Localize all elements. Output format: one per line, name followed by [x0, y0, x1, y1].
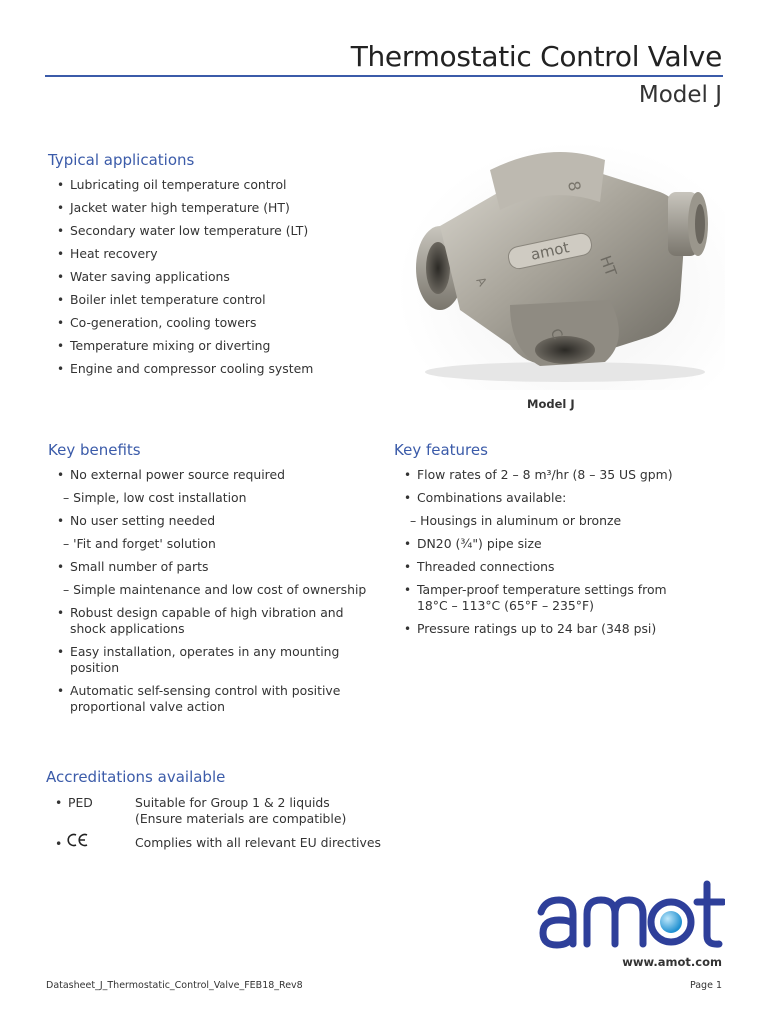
ce-mark-icon	[67, 833, 89, 847]
list-item: • DN20 (¾") pipe size	[393, 536, 728, 552]
ce-description: Complies with all relevant EU directives	[135, 835, 381, 850]
list-item: • Flow rates of 2 – 8 m³/hr (8 – 35 US gpm)	[393, 467, 728, 483]
page-subtitle: Model J	[638, 82, 722, 108]
list-item: • Engine and compressor cooling system	[46, 361, 386, 377]
list-item: • Combinations available:	[393, 490, 728, 506]
list-item: • Water saving applications	[46, 269, 386, 285]
list-item: • Lubricating oil temperature control	[46, 177, 386, 193]
list-item: • No external power source required	[46, 467, 391, 483]
applications-list	[46, 177, 386, 377]
bullet: •	[55, 836, 63, 851]
benefits-heading: Key benefits	[48, 441, 141, 459]
list-item: • Jacket water high temperature (HT)	[46, 200, 386, 216]
page-title: Thermostatic Control Valve	[350, 40, 722, 73]
page-number: Page 1	[689, 980, 722, 991]
list-item: • Tamper-proof temperature settings from	[393, 582, 728, 598]
list-item: • Threaded connections	[393, 559, 728, 575]
list-item: • Small number of parts	[46, 559, 391, 575]
bullet: •	[55, 795, 63, 810]
list-item: • Pressure ratings up to 24 bar (348 psi)	[393, 621, 728, 637]
list-item: • No user setting needed	[46, 513, 391, 529]
list-item: • Robust design capable of high vibration and	[46, 605, 391, 621]
list-subitem: – Housings in aluminum or bronze	[410, 513, 622, 528]
ped-note: (Ensure materials are compatible)	[135, 811, 347, 826]
list-item: • Co-generation, cooling towers	[46, 315, 386, 331]
list-subitem: – Simple, low cost installation	[63, 490, 247, 505]
image-caption: Model J	[527, 397, 575, 411]
list-item-continuation: position	[70, 660, 120, 675]
features-heading: Key features	[394, 441, 488, 459]
list-item-continuation: 18°C – 113°C (65°F – 235°F)	[417, 598, 594, 613]
list-item-continuation: proportional valve action	[70, 699, 225, 714]
amot-logo	[535, 878, 725, 950]
list-item: • Heat recovery	[46, 246, 386, 262]
website-url: www.amot.com	[622, 955, 722, 969]
valve-logo-text: amot	[529, 238, 571, 264]
ped-description: Suitable for Group 1 & 2 liquids	[135, 795, 330, 810]
list-item: • Boiler inlet temperature control	[46, 292, 386, 308]
document-name: Datasheet_J_Thermostatic_Control_Valve_FEB18_Rev8	[46, 980, 303, 991]
list-item: • Automatic self-sensing control with positive	[46, 683, 391, 699]
accreditations-heading: Accreditations available	[46, 768, 226, 786]
list-item: • Secondary water low temperature (LT)	[46, 223, 386, 239]
valve-marking: A	[473, 274, 490, 289]
valve-marking: C	[546, 326, 566, 343]
list-item: • Easy installation, operates in any mounting	[46, 644, 391, 660]
list-item: • Temperature mixing or diverting	[46, 338, 386, 354]
benefits-list	[46, 467, 391, 715]
valve-marking: HT	[596, 253, 621, 279]
list-subitem: – 'Fit and forget' solution	[63, 536, 216, 551]
ped-label: PED	[68, 795, 93, 810]
features-list	[393, 467, 728, 637]
valve-photo	[400, 140, 725, 390]
list-subitem: – Simple maintenance and low cost of ownership	[63, 582, 367, 597]
title-rule	[45, 75, 723, 77]
list-item-continuation: shock applications	[70, 621, 185, 636]
valve-marking: 8	[564, 179, 585, 193]
applications-heading: Typical applications	[48, 151, 195, 169]
